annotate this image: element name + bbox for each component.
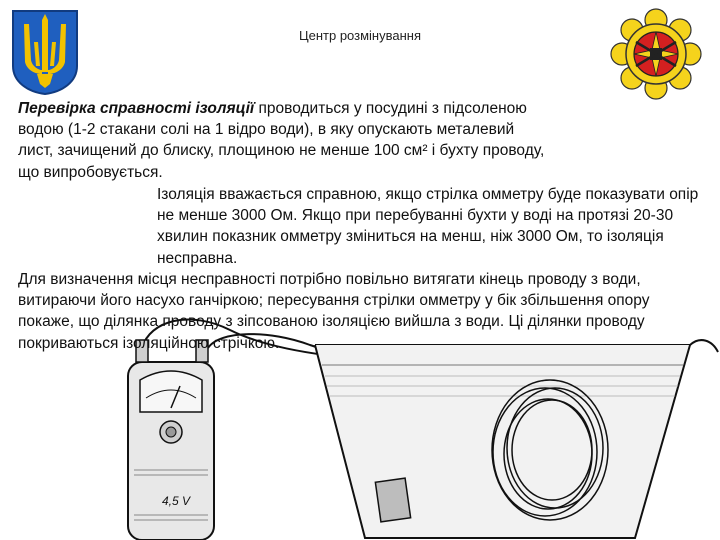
insulation-test-heading: Перевірка справності ізоляції xyxy=(18,100,255,117)
meter-voltage-label: 4,5 V xyxy=(162,494,191,508)
paragraph-resistance-criteria: Ізоляція вважається справною, якщо стрілка омметру буде показувати опір не менше 3000 Ом. Якщо при перебуванні бухти у воді на протязі 20-30 хвилин показник омметру зміниться на менш, ніж 3000 Ом, то ізоляція несправна. xyxy=(157,186,699,267)
insulation-test-text: проводиться у посудині з підсоленою водою (1-2 стакани солі на 1 відро води), в яку опускають металевий лист, зачищений до блиску, площиною не менше 100 см² і бухту проводу, що випробовується. xyxy=(18,100,545,181)
paragraph-fault-location: Для визначення місця несправності потрібно повільно витягати кінець проводу з води, витираючи його насухо ганчіркою; пересування стрілки омметру у бік збільшення опору покаже, що ділянка проводу з зіпсованою ізоляцією вийшла з води. Ці ділянки проводу покриваються ізоляційною стрічкою. xyxy=(18,271,650,352)
demining-emblem-icon xyxy=(608,6,704,102)
page-title: Центр розмінування xyxy=(299,28,421,43)
paragraph-insulation-test xyxy=(18,98,548,183)
coat-of-arms-icon xyxy=(10,8,80,96)
water-vessel-icon xyxy=(315,340,718,538)
ohmmeter-icon xyxy=(128,340,214,540)
